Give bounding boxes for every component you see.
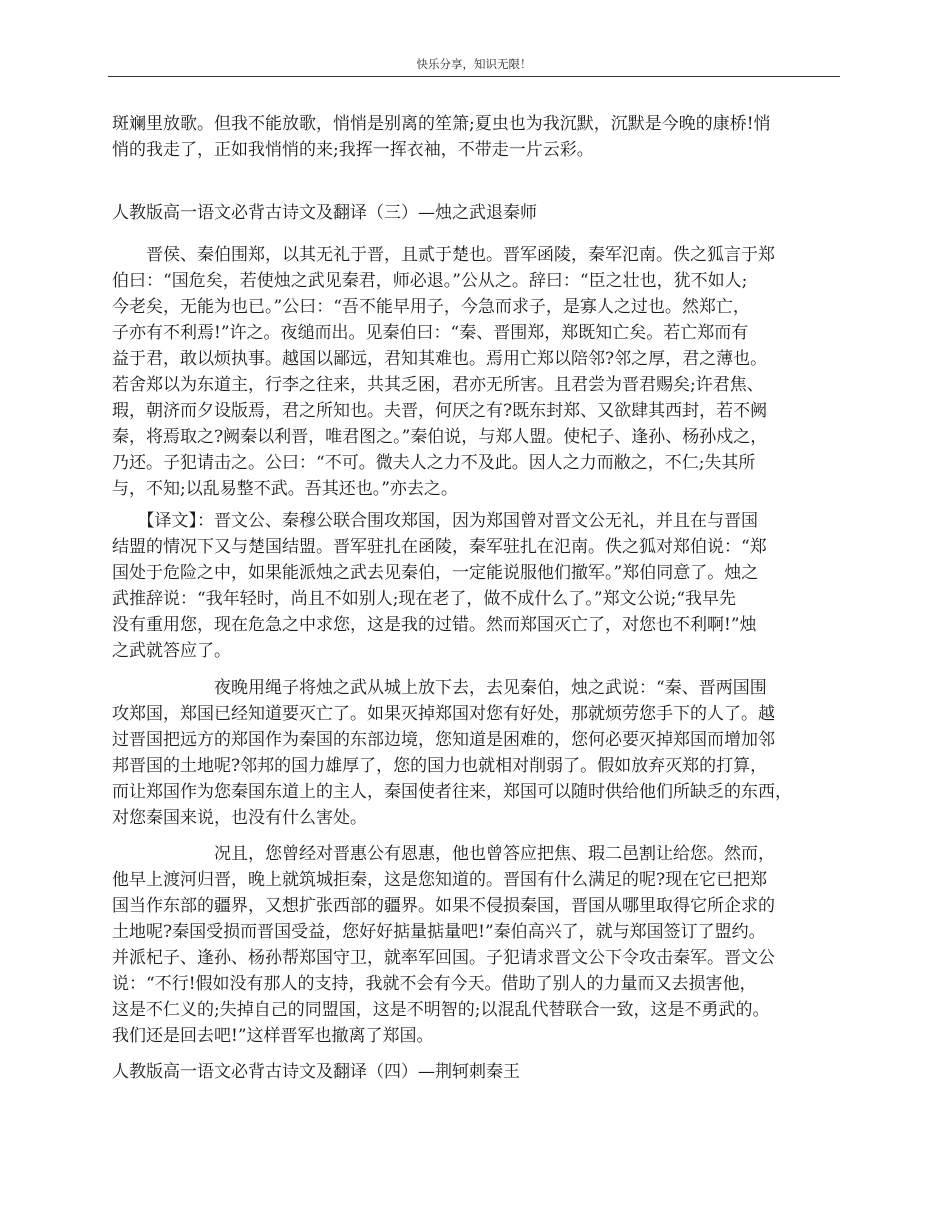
text-line: 我们还是回去吧!”这样晋军也撤离了郑国。 <box>112 1026 434 1046</box>
text-line: 瑕，朝济而夕设版焉，君之所知也。夫晋，何厌之有?既东封郑、又欲肆其西封，若不阙 <box>112 401 768 421</box>
text-line: 结盟的情况下又与楚国结盟。晋军驻扎在函陵，秦军驻扎在氾南。佚之狐对郑伯说：“郑 <box>112 537 767 557</box>
page-header: 快乐分享，知识无限！ <box>416 57 532 71</box>
text-line: 武推辞说：“我年轻时，尚且不如别人;现在老了，做不成什么了。”郑文公说;“我早先 <box>112 589 737 609</box>
section-heading: 人教版高一语文必背古诗文及翻译（三）—烛之武退秦师 <box>112 203 537 223</box>
text-line: 伯曰：“国危矣，若使烛之武见秦君，师必退。”公从之。辞曰：“臣之壮也，犹不如人; <box>112 271 748 291</box>
text-line: 土地呢?秦国受损而晋国受益，您好好掂量掂量吧!”秦伯高兴了，就与郑国签订了盟约。 <box>112 922 766 942</box>
section-title-4 <box>112 1059 850 1085</box>
text-line: 说：“不行!假如没有那人的支持，我就不会有今天。借助了别人的力量而又去损害他， <box>112 974 757 994</box>
text-line: 况且，您曾经对晋惠公有恩惠，他也曾答应把焦、瑕二邑割让给您。然而， <box>112 844 775 864</box>
text-line: 悄的我走了，正如我悄悄的来;我挥一挥衣袖，不带走一片云彩。 <box>112 140 594 160</box>
text-line: 之武就答应了。 <box>112 641 231 661</box>
text-line: 并派杞子、逢孙、杨孙帮郑国守卫，就率军回国。子犯请求晋文公下令攻击秦军。晋文公 <box>112 948 775 968</box>
text-line: 子亦有不利焉!”许之。夜缒而出。见秦伯曰：“秦、晋围郑，郑既知亡矣。若亡郑而有 <box>112 323 749 343</box>
paragraph-translation-1 <box>112 508 850 664</box>
text-line: 过晋国把远方的郑国作为秦国的东部边境，您知道是困难的，您何必要灭掉郑国而增加邻 <box>112 730 775 750</box>
text-line: 若舍郑以为东道主，行李之往来，共其乏困，君亦无所害。且君尝为晋君赐矣;许君焦、 <box>112 375 764 395</box>
text-line: 邦晋国的土地呢?邻邦的国力雄厚了，您的国力也就相对削弱了。假如放弃灭郑的打算， <box>112 756 768 776</box>
text-line: 晋侯、秦伯围郑，以其无礼于晋，且贰于楚也。晋军函陵，秦军氾南。佚之狐言于郑 <box>112 245 775 265</box>
text-line: 【译文】：晋文公、秦穆公联合围攻郑国，因为郑国曾对晋文公无礼，并且在与晋国 <box>112 511 758 531</box>
text-line: 国处于危险之中，如果能派烛之武去见秦伯，一定能说服他们撤军。”郑伯同意了。烛之 <box>112 563 759 583</box>
text-line: 与，不知;以乱易整不武。吾其还也。”亦去之。 <box>112 479 458 499</box>
header-divider <box>108 76 840 77</box>
text-line: 今老矣，无能为也已。”公曰：“吾不能早用子，今急而求子，是寡人之过也。然郑亡， <box>112 297 750 317</box>
paragraph-translation-3 <box>112 841 850 1049</box>
paragraph-poem-ending <box>112 111 850 163</box>
paragraph-original-text <box>112 242 850 502</box>
text-line: 而让郑国作为您秦国东道上的主人，秦国使者往来，郑国可以随时供给他们所缺乏的东西， <box>112 782 792 802</box>
text-line: 他早上渡河归晋，晚上就筑城拒秦，这是您知道的。晋国有什么满足的呢?现在它已把郑 <box>112 870 768 890</box>
section-heading: 人教版高一语文必背古诗文及翻译（四）—荆轲刺秦王 <box>112 1062 520 1082</box>
text-line: 斑斓里放歌。但我不能放歌，悄悄是别离的笙箫;夏虫也为我沉默，沉默是今晚的康桥!悄 <box>112 114 771 134</box>
text-line: 国当作东部的疆界，又想扩张西部的疆界。如果不侵损秦国，晋国从哪里取得它所企求的 <box>112 896 775 916</box>
text-line: 攻郑国，郑国已经知道要灭亡了。如果灭掉郑国对您有好处，那就烦劳您手下的人了。越 <box>112 704 775 724</box>
text-line: 秦，将焉取之?阙秦以利晋，唯君图之。”秦伯说，与郑人盟。使杞子、逢孙、杨孙戍之， <box>112 427 768 447</box>
text-line: 夜晚用绳子将烛之武从城上放下去，去见秦伯，烛之武说：“秦、晋两国围 <box>112 678 767 698</box>
paragraph-translation-2 <box>112 675 850 831</box>
text-line: 这是不仁义的;失掉自己的同盟国，这是不明智的;以混乱代替联合一致，这是不勇武的。 <box>112 1000 770 1020</box>
text-line: 对您秦国来说，也没有什么害处。 <box>112 808 367 828</box>
section-title-3 <box>112 200 850 226</box>
text-line: 没有重用您，现在危急之中求您，这是我的过错。然而郑国灭亡了，对您也不利啊!”烛 <box>112 615 757 635</box>
text-line: 益于君，敢以烦执事。越国以鄙远，君知其难也。焉用亡郑以陪邻?邻之厚，君之薄也。 <box>112 349 768 369</box>
text-line: 乃还。子犯请击之。公曰：“不可。微夫人之力不及此。因人之力而敝之，不仁;失其所 <box>112 453 756 473</box>
